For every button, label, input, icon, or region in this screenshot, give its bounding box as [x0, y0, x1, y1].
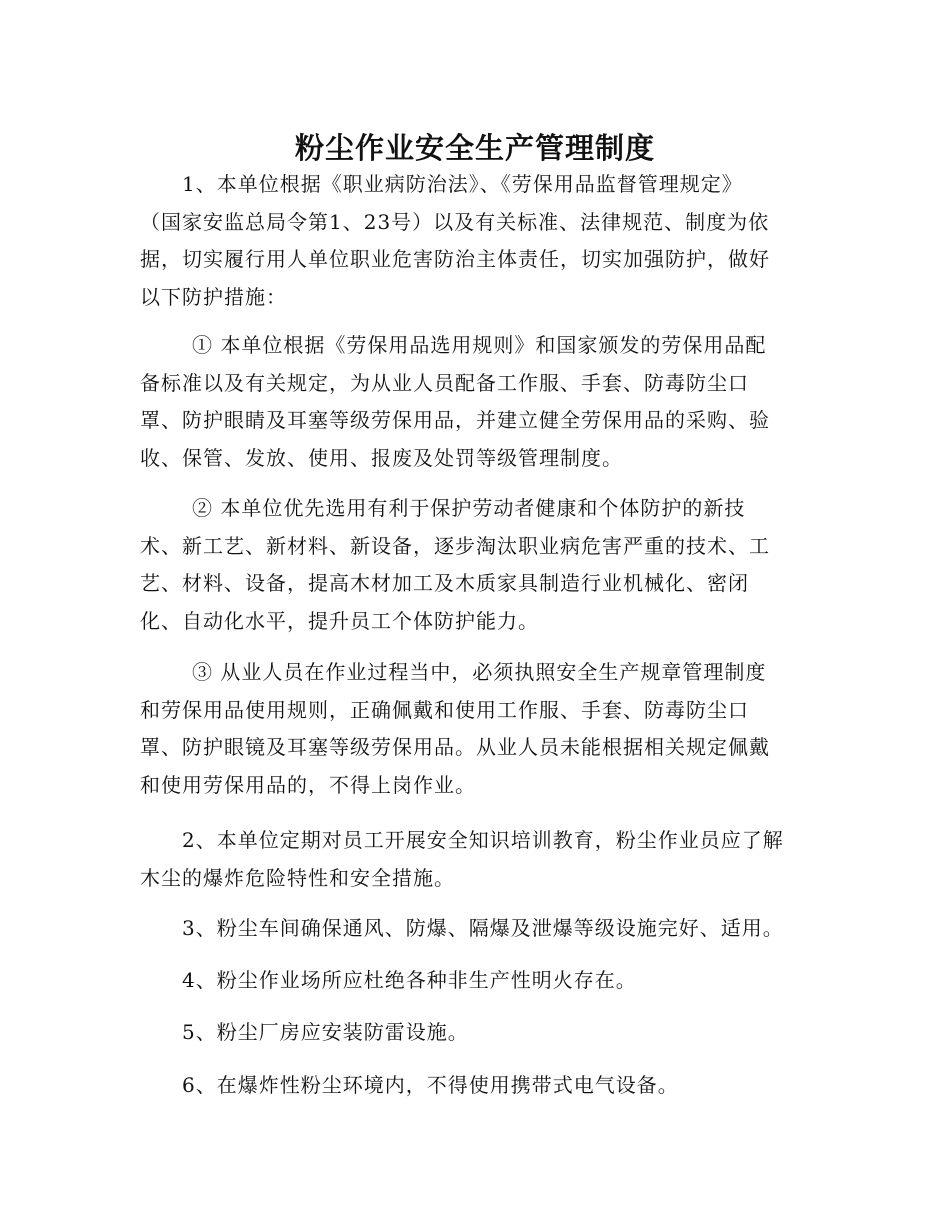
paragraph-5 [140, 1014, 810, 1052]
paragraph-line: 术、新工艺、新材料、新设备，逐步淘汰职业病危害严重的技术、工 [140, 533, 770, 558]
document-title: 粉尘作业安全生产管理制度 [294, 131, 655, 166]
paragraph-line: 艺、材料、设备，提高木材加工及木质家具制造行业机械化、密闭 [140, 571, 749, 595]
paragraph-line: 以下防护措施： [140, 284, 287, 309]
paragraph-line: 4、粉尘作业场所应杜绝各种非生产性明火存在。 [182, 968, 637, 992]
paragraph-line: ① 本单位根据《劳保用品选用规则》和国家颁发的劳保用品配 [192, 333, 767, 357]
paragraph-line: ② 本单位优先选用有利于保护劳动者健康和个体防护的新技 [192, 496, 746, 520]
paragraph-line: 罩、防护眼睛及耳塞等级劳保用品，并建立健全劳保用品的采购、验 [140, 408, 770, 432]
paragraph-line: （国家安监总局令第1、23号）以及有关标准、法律规范、制度为依 [140, 209, 770, 234]
paragraph-line: 1、本单位根据《职业病防治法》、《劳保用品监督管理规定》 [182, 172, 743, 196]
measure-item-3 [140, 654, 810, 804]
paragraph-line: 6、在爆炸性粉尘环境内，不得使用携带式电气设备。 [182, 1073, 679, 1097]
paragraph-line: 木尘的爆炸危险特性和安全措施。 [140, 865, 455, 890]
paragraph-line: ③ 从业人员在作业过程当中，必须执照安全生产规章管理制度 [192, 660, 767, 684]
paragraph-line: 3、粉尘车间确保通风、防爆、隔爆及泄爆等级设施完好、适用。 [182, 916, 784, 940]
paragraph-line: 2、本单位定期对员工开展安全知识培训教育，粉尘作业员应了解 [182, 828, 784, 852]
measure-item-2 [140, 490, 810, 640]
paragraph-6 [140, 1067, 810, 1105]
paragraph-line: 罩、防护眼镜及耳塞等级劳保用品。从业人员未能根据相关规定佩戴 [140, 735, 770, 759]
paragraph-line: 和使用劳保用品的，不得上岗作业。 [140, 772, 476, 797]
paragraph-line: 备标准以及有关规定，为从业人员配备工作服、手套、防毒防尘口 [140, 370, 749, 395]
paragraph-line: 5、粉尘厂房应安装防雷设施。 [182, 1020, 469, 1044]
paragraph-line: 化、自动化水平，提升员工个体防护能力。 [140, 608, 539, 633]
paragraph-line: 和劳保用品使用规则，正确佩戴和使用工作服、手套、防毒防尘口 [140, 697, 749, 722]
paragraph-line: 收、保管、发放、使用、报废及处罚等级管理制度。 [140, 445, 623, 470]
paragraph-2 [140, 822, 810, 897]
paragraph-4 [140, 962, 810, 1000]
paragraph-1 [140, 166, 810, 316]
paragraph-3 [140, 910, 810, 948]
paragraph-line: 据，切实履行用人单位职业危害防治主体责任，切实加强防护，做好 [140, 247, 770, 271]
measure-item-1 [140, 327, 810, 477]
